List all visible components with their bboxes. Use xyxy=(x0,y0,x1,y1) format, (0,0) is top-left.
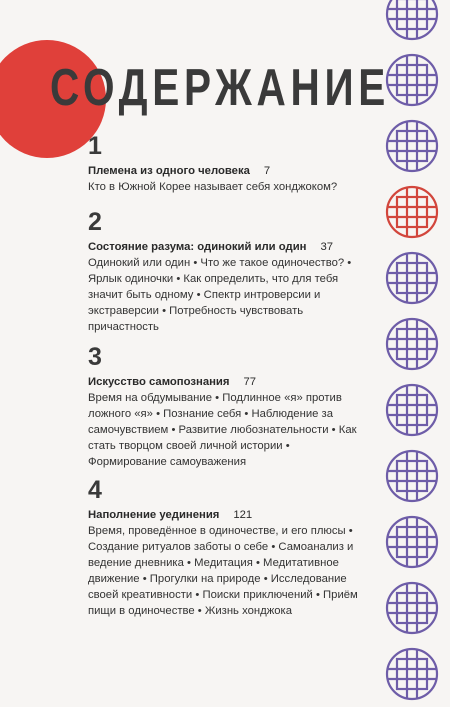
lattice-circle-icon xyxy=(384,514,440,570)
section-heading xyxy=(88,163,368,179)
lattice-circle-icon xyxy=(384,580,440,636)
section-heading xyxy=(88,374,368,390)
section-page-number: 77 xyxy=(243,376,257,388)
section-number: 3 xyxy=(88,343,102,371)
section-title: Наполнение уединения xyxy=(88,509,220,521)
lattice-circle-icon xyxy=(384,184,440,240)
section-number: 1 xyxy=(88,132,102,160)
section-description: Одинокий или один • Что же такое одиночество? • Ярлык одиночки • Как определить, что для тебя значит быть одному • Спектр интроверсии и экстраверсии • Потребность чувствовать причастность xyxy=(88,257,352,333)
section-title: Искусство самопознания xyxy=(88,376,230,388)
toc-section-4 xyxy=(88,478,368,619)
lattice-circle-icon xyxy=(384,382,440,438)
lattice-circle-icon xyxy=(384,646,440,702)
section-page-number: 37 xyxy=(320,241,334,253)
section-title: Племена из одного человека xyxy=(88,165,250,177)
section-page-number: 7 xyxy=(263,165,271,177)
section-heading xyxy=(88,507,368,523)
section-page-number: 121 xyxy=(233,509,253,521)
page-title: СОДЕРЖАНИЕ xyxy=(50,59,391,117)
section-description: Время на обдумывание • Подлинное «я» против ложного «я» • Познание себя • Наблюдение за самочувствием • Развитие любознательности • Как стать творцом своей личной истории • Формирование самоуважения xyxy=(88,392,357,468)
lattice-circle-icon xyxy=(384,250,440,306)
lattice-circle-icon xyxy=(384,448,440,504)
toc-section-2 xyxy=(88,210,368,335)
section-number: 4 xyxy=(88,476,102,504)
lattice-circle-icon xyxy=(384,0,440,42)
section-heading xyxy=(88,239,368,255)
lattice-circle-icon xyxy=(384,118,440,174)
lattice-circle-icon xyxy=(384,316,440,372)
toc-section-3 xyxy=(88,345,368,470)
section-number: 2 xyxy=(88,208,102,236)
section-title: Состояние разума: одинокий или один xyxy=(88,241,307,253)
section-description: Кто в Южной Корее называет себя хонджоком? xyxy=(88,181,338,193)
ornament-column xyxy=(384,0,444,707)
lattice-circle-icon xyxy=(384,52,440,108)
section-description: Время, проведённое в одиночестве, и его плюсы • Создание ритуалов заботы о себе • Самоанализ и ведение дневника • Медитация • Медитативное движение • Прогулки на природе • Исследование своей креативности • Поиски приключений • Приём пищи в одиночестве • Жизнь хонджока xyxy=(88,525,358,617)
toc-section-1 xyxy=(88,134,368,195)
